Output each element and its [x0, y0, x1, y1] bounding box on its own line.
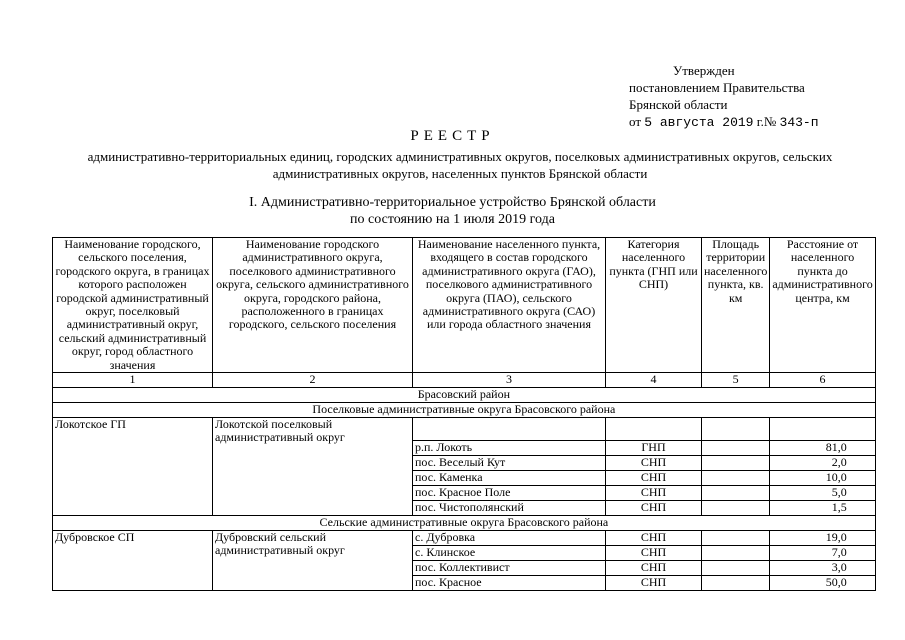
approval-line-1: Утвержден — [673, 63, 735, 78]
locality-category: СНП — [606, 456, 702, 471]
approval-block — [629, 62, 819, 131]
locality-name: пос. Красное Поле — [413, 486, 606, 501]
locality-distance: 2,0 — [770, 456, 875, 471]
empty-cell — [770, 418, 875, 441]
locality-area — [702, 456, 770, 471]
approval-line-2: постановлением Правительства — [629, 80, 805, 95]
group1-title: Поселковые административные округа Брасовского района — [53, 403, 876, 418]
col-header-area: Площадь территории населенного пункта, кв. км — [702, 238, 770, 373]
section-title: I. Административно-территориальное устройство Брянской области — [249, 195, 656, 210]
locality-area — [702, 561, 770, 576]
col-header-okrug: Наименование городского административного округа, поселкового административного округа, сельского административного округа, городского района, расположенного в границах городского, сельского поселения — [213, 238, 413, 373]
okrug-cell: Дубровский сельский административный округ — [213, 531, 413, 591]
locality-area — [702, 576, 770, 591]
section-date: по состоянию на 1 июля 2019 года — [350, 212, 555, 227]
locality-category: СНП — [606, 471, 702, 486]
section-heading — [0, 194, 905, 228]
locality-area — [702, 501, 770, 516]
locality-area — [702, 471, 770, 486]
locality-category: СНП — [606, 576, 702, 591]
locality-distance: 81,0 — [770, 441, 875, 456]
col-number: 4 — [606, 373, 702, 388]
table-row — [53, 531, 876, 546]
settlement-cell: Локотское ГП — [53, 418, 213, 516]
district-row — [53, 388, 876, 403]
locality-area — [702, 486, 770, 501]
locality-name: пос. Коллективист — [413, 561, 606, 576]
group-title-row — [53, 403, 876, 418]
locality-category: СНП — [606, 531, 702, 546]
district-name: Брасовский район — [53, 388, 876, 403]
col-header-locality: Наименование населенного пункта, входящего в состав городского административного округа (ГАО), поселкового административного округа (ПАО), сельского административного округа (САО) или города областного значения — [413, 238, 606, 373]
locality-name: с. Дубровка — [413, 531, 606, 546]
approval-line-3: Брянской области — [629, 97, 728, 112]
group2-title: Сельские административные округа Брасовского района — [53, 516, 876, 531]
locality-area — [702, 546, 770, 561]
col-header-category: Категория населенного пункта (ГНП или СНП) — [606, 238, 702, 373]
column-number-row — [53, 373, 876, 388]
locality-distance: 7,0 — [770, 546, 875, 561]
locality-name: р.п. Локоть — [413, 441, 606, 456]
col-header-distance: Расстояние от населенного пункта до административного центра, км — [770, 238, 875, 373]
settlement-cell: Дубровское СП — [53, 531, 213, 591]
locality-name: пос. Красное — [413, 576, 606, 591]
locality-distance: 5,0 — [770, 486, 875, 501]
locality-category: СНП — [606, 501, 702, 516]
empty-cell — [702, 418, 770, 441]
locality-category: СНП — [606, 561, 702, 576]
document-title: РЕЕСТР — [410, 128, 495, 144]
locality-category: ГНП — [606, 441, 702, 456]
locality-category: СНП — [606, 546, 702, 561]
locality-name: пос. Каменка — [413, 471, 606, 486]
locality-name: пос. Веселый Кут — [413, 456, 606, 471]
col-number: 2 — [213, 373, 413, 388]
spacer-row — [53, 418, 876, 441]
group-title-row — [53, 516, 876, 531]
locality-area — [702, 531, 770, 546]
locality-distance: 1,5 — [770, 501, 875, 516]
locality-name: пос. Чистополянский — [413, 501, 606, 516]
locality-distance: 19,0 — [770, 531, 875, 546]
locality-distance: 10,0 — [770, 471, 875, 486]
okrug-cell: Локотской поселковый административный округ — [213, 418, 413, 516]
locality-distance: 50,0 — [770, 576, 875, 591]
col-header-settlement: Наименование городского, сельского поселения, городского округа, в границах которого расположен городской административный округ, поселковый административный округ, сельский административный округ, город областного значения — [53, 238, 213, 373]
empty-cell — [413, 418, 606, 441]
col-number: 1 — [53, 373, 213, 388]
locality-distance: 3,0 — [770, 561, 875, 576]
approval-number-prefix: г.№ — [753, 114, 780, 129]
approval-date-prefix: от — [629, 114, 645, 129]
registry-table — [52, 237, 876, 591]
approval-date: 5 августа 2019 — [644, 115, 754, 130]
col-number: 6 — [770, 373, 875, 388]
table-header-row — [53, 238, 876, 373]
locality-name: с. Клинское — [413, 546, 606, 561]
locality-category: СНП — [606, 486, 702, 501]
document-subtitle: административно-территориальных единиц, городских административных округов, поселковых административных округов, сельских административных округов, населенных пунктов Брянской области — [87, 149, 833, 181]
approval-number: 343-п — [779, 115, 819, 130]
locality-area — [702, 441, 770, 456]
col-number: 3 — [413, 373, 606, 388]
empty-cell — [606, 418, 702, 441]
col-number: 5 — [702, 373, 770, 388]
